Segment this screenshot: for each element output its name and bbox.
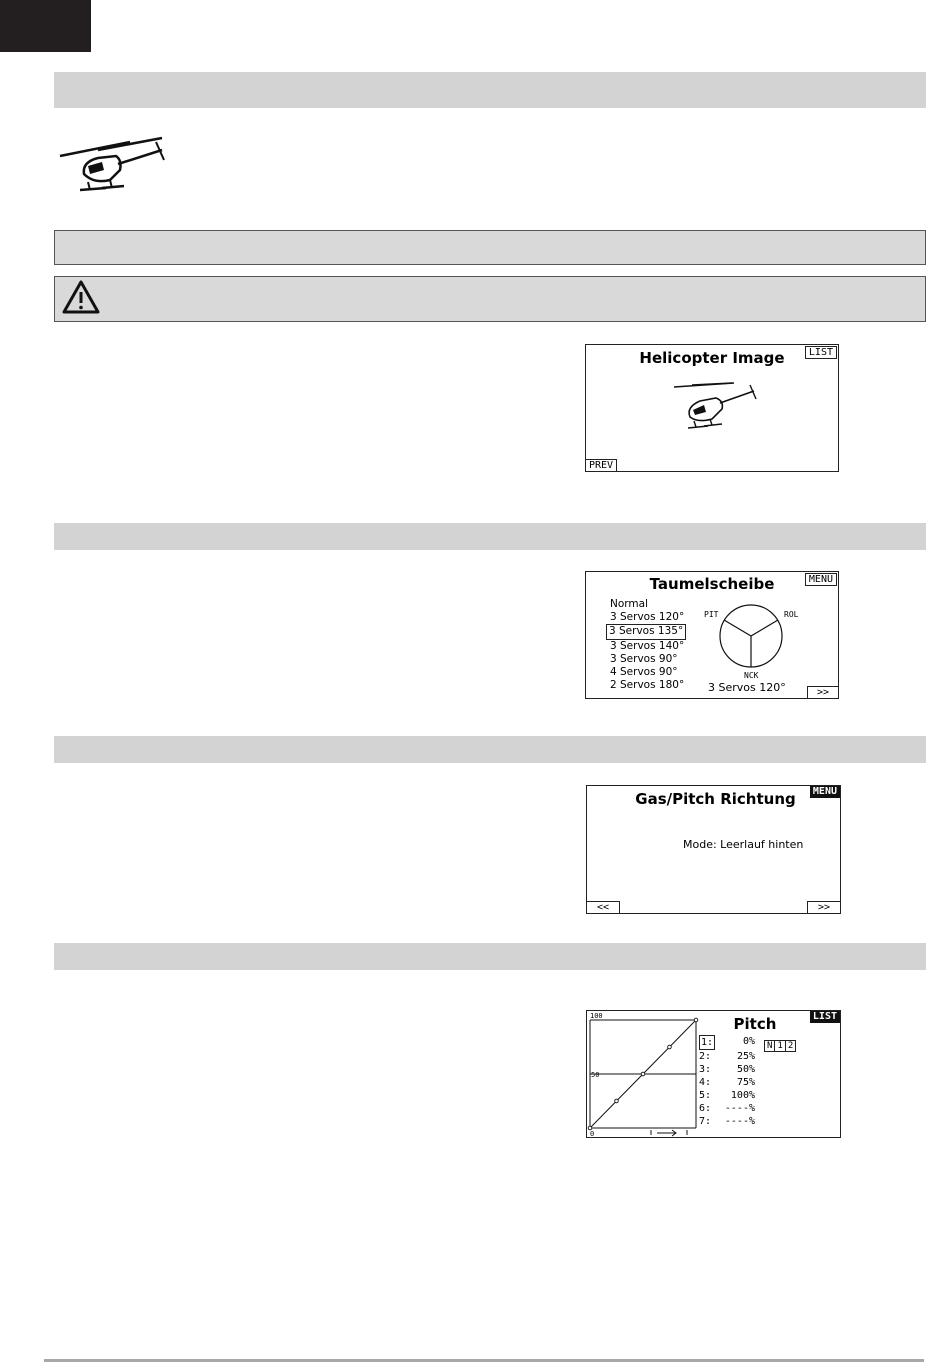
page-corner-tab: [0, 0, 91, 52]
curve-point-row[interactable]: [699, 1076, 755, 1089]
prev-button[interactable]: PREV: [585, 459, 617, 472]
screen-title: Taumelscheibe: [649, 575, 775, 593]
curve-point-row[interactable]: [699, 1063, 755, 1076]
point-value: 75%: [736, 1077, 755, 1088]
section-header-bar-2: [54, 523, 926, 550]
point-value: ----%: [724, 1116, 755, 1127]
back-button[interactable]: <<: [586, 901, 620, 914]
point-label: 1:: [701, 1037, 714, 1048]
swash-option-selected[interactable]: 3 Servos 135°: [606, 624, 686, 639]
curve-points-table: [699, 1035, 755, 1128]
curve-point: [615, 1099, 619, 1103]
throttle-pitch-direction-screen: [586, 785, 841, 914]
section-header-bar-4: [54, 943, 926, 970]
section-header-bar-1: [54, 72, 926, 108]
point-label: 3:: [699, 1064, 712, 1075]
screen-title: Helicopter Image: [639, 349, 785, 367]
point-label: 4:: [699, 1077, 712, 1088]
screen-title: Gas/Pitch Richtung: [635, 790, 796, 808]
menu-button[interactable]: MENU: [805, 573, 837, 586]
point-label: 2:: [699, 1051, 712, 1062]
swash-option[interactable]: 4 Servos 90°: [610, 666, 678, 679]
swashplate-type-list: [608, 598, 686, 692]
pit-label: PIT: [704, 610, 719, 619]
point-value: 25%: [736, 1051, 755, 1062]
swashplate-diagram: [700, 602, 810, 682]
screen-title: Pitch: [733, 1015, 777, 1033]
point-value: 100%: [730, 1090, 755, 1101]
curve-point-row[interactable]: [699, 1050, 755, 1063]
pitch-curve-screen: [586, 1010, 841, 1138]
helicopter-image-screen: [585, 344, 839, 472]
menu-button[interactable]: MENU: [810, 786, 840, 798]
section-header-bar-3: [54, 736, 926, 763]
next-button[interactable]: >>: [807, 686, 839, 699]
rol-label: ROL: [784, 610, 799, 619]
point-label: 7:: [699, 1116, 712, 1127]
point-label: 6:: [699, 1103, 712, 1114]
curve-point-row[interactable]: [699, 1102, 755, 1115]
warning-bar: [54, 276, 926, 322]
swash-option[interactable]: 3 Servos 140°: [610, 639, 685, 652]
curve-point: [668, 1045, 672, 1049]
point-value: ----%: [724, 1103, 755, 1114]
curve-point: [641, 1072, 645, 1076]
curve-point-row[interactable]: [699, 1035, 755, 1050]
swashplate-screen: [585, 571, 839, 699]
swash-option[interactable]: 3 Servos 120°: [610, 611, 685, 624]
flight-mode-selector[interactable]: [764, 1040, 796, 1052]
axis-zero-label: 0: [590, 1130, 595, 1137]
info-bar: [54, 230, 926, 265]
axis-top-label: 100: [590, 1012, 603, 1020]
curve-point: [588, 1126, 592, 1130]
swash-option[interactable]: Normal: [610, 598, 648, 610]
curve-point-row[interactable]: [699, 1115, 755, 1128]
curve-point-row[interactable]: [699, 1089, 755, 1102]
warning-icon: [62, 280, 100, 314]
swash-option[interactable]: 2 Servos 180°: [610, 679, 685, 692]
axis-mid-label: 50: [591, 1071, 600, 1079]
point-value: 50%: [736, 1064, 755, 1075]
helicopter-icon: [58, 136, 170, 194]
flight-mode-n[interactable]: N: [765, 1041, 775, 1051]
list-button[interactable]: LIST: [805, 346, 837, 359]
flight-mode-2[interactable]: 2: [787, 1041, 794, 1051]
nck-label: NCK: [744, 671, 759, 680]
pitch-curve-chart: [587, 1011, 699, 1137]
point-label: 5:: [699, 1090, 712, 1101]
swash-option[interactable]: 3 Servos 90°: [610, 652, 678, 665]
current-swash-type: 3 Servos 120°: [708, 681, 786, 694]
helicopter-icon: [672, 381, 760, 431]
point-value: 0%: [742, 1036, 755, 1047]
footer-rule: [44, 1359, 924, 1362]
next-button[interactable]: >>: [807, 901, 841, 914]
curve-point: [694, 1018, 698, 1022]
flight-mode-1[interactable]: 1: [775, 1041, 785, 1051]
list-button[interactable]: LIST: [810, 1011, 840, 1023]
mode-selector[interactable]: Mode: Leerlauf hinten: [683, 838, 804, 851]
